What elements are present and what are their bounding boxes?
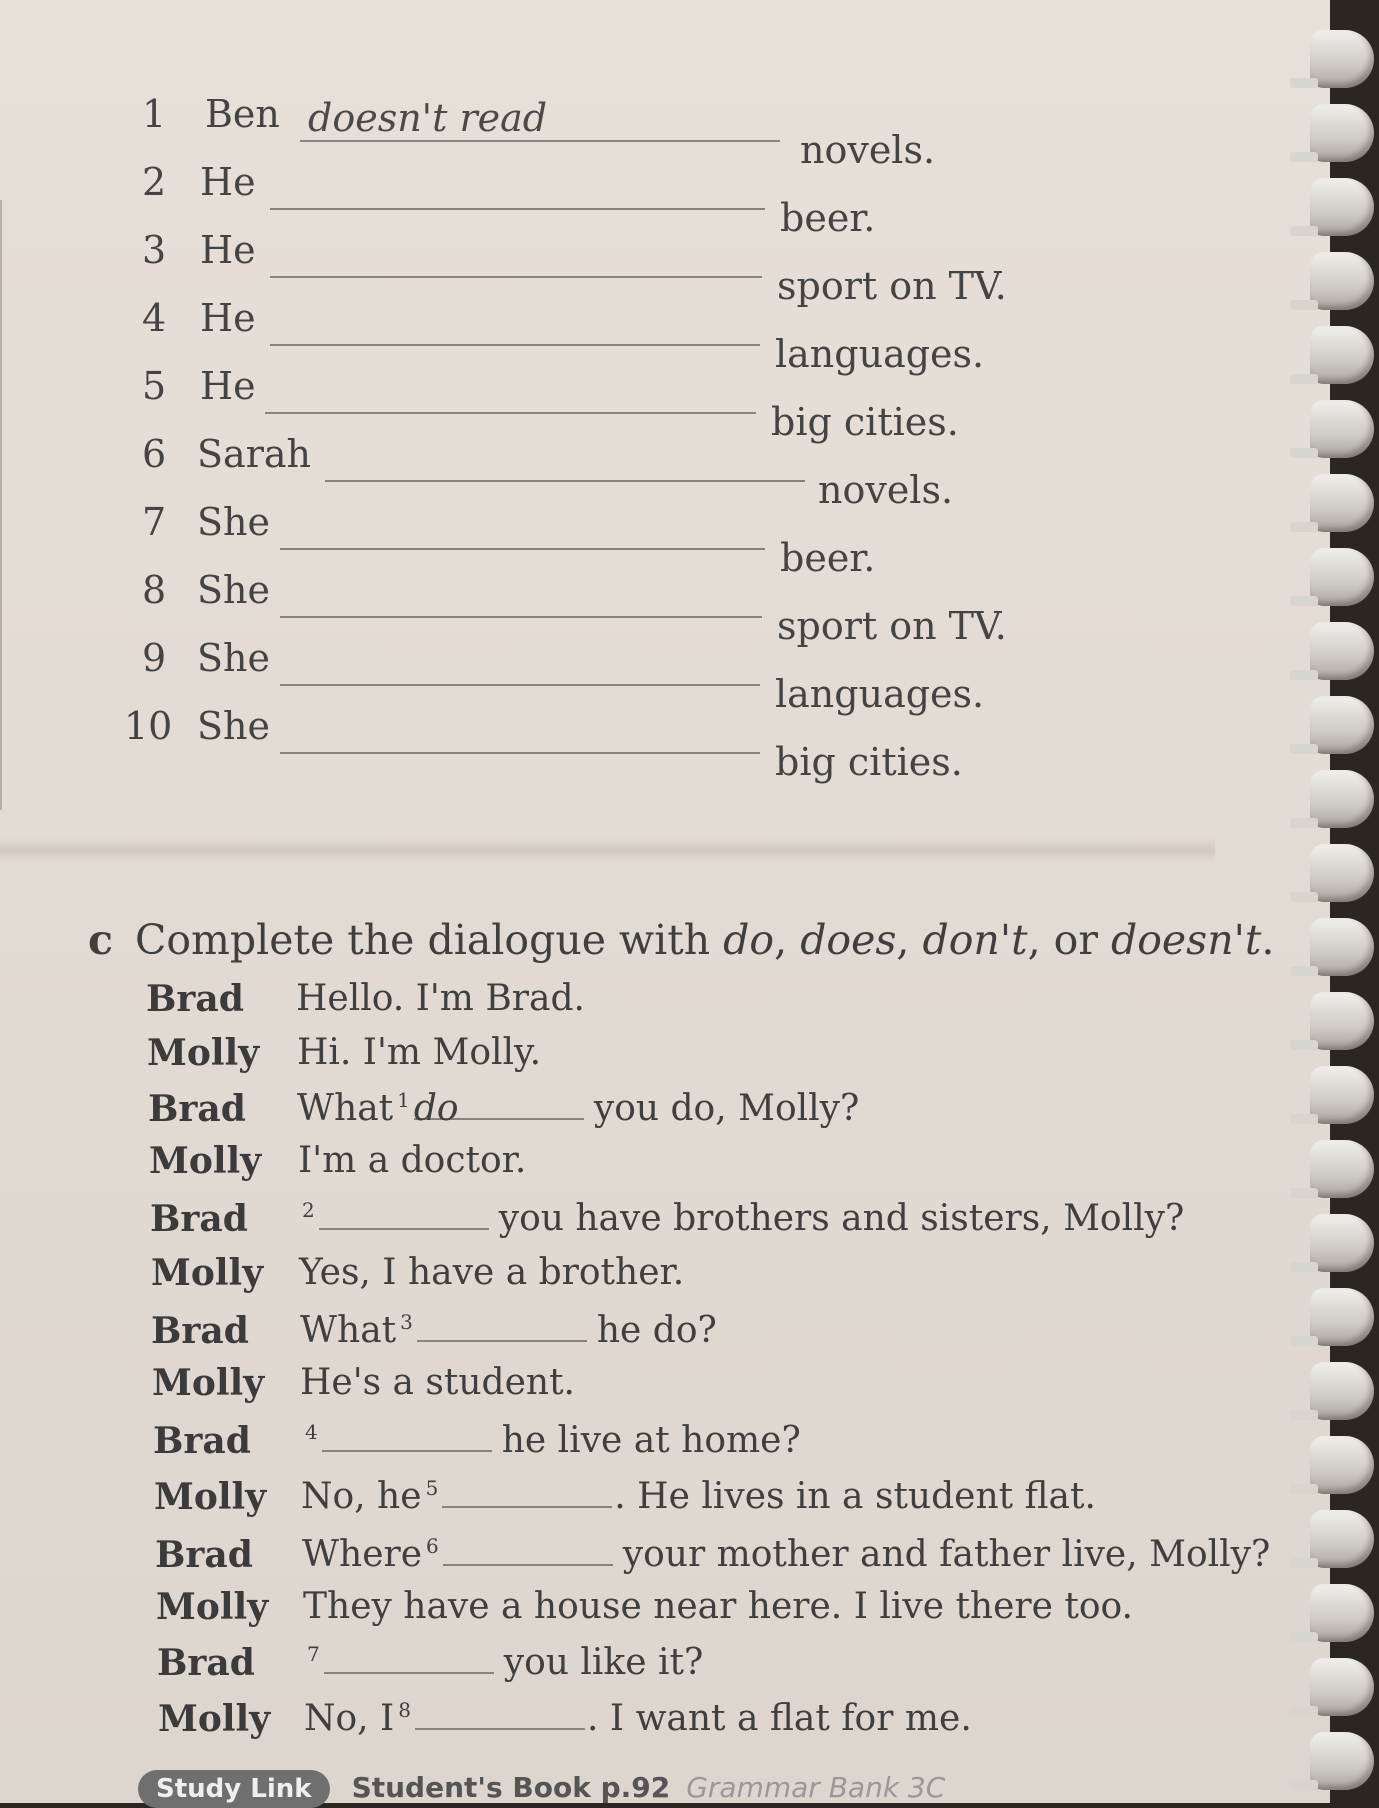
binding-coil [1310,178,1374,236]
study-link-badge: Study Link [138,1770,330,1808]
line-text: I'm a doctor. [298,1140,527,1181]
word-doesnt: doesn't [1110,916,1262,964]
speaker-name: Brad [157,1642,255,1684]
binding-coil [1310,104,1374,162]
speaker-name: Brad [148,1088,246,1130]
item-subject: She [197,704,270,748]
gap-number: 7 [307,1642,320,1666]
binding-coil-tab [1290,374,1318,384]
footer-reference: Student's Book p.92 [351,1771,671,1804]
exercise-row [0,432,1200,512]
binding-coil [1310,1288,1374,1346]
line-text: he do? [596,1310,717,1351]
binding-coil-tab [1290,1336,1318,1346]
exercise-row [0,500,1200,580]
binding-coil [1310,844,1374,902]
binding-coil-tab [1290,1114,1318,1124]
answer-gap[interactable] [415,1698,585,1730]
dialogue-line [298,1140,526,1181]
word-dont: don't [922,916,1028,964]
answer-gap[interactable] [443,1534,613,1566]
exercise-row [0,568,1200,648]
item-object: languages. [775,672,985,716]
speaker-name: Molly [149,1140,262,1182]
item-number: 10 [124,704,173,748]
item-subject: He [200,296,256,340]
item-number: 5 [142,364,167,408]
item-object: big cities. [775,740,963,784]
answer-blank[interactable] [270,310,760,346]
speaker-name: Brad [146,978,244,1020]
speaker-name: Brad [151,1310,249,1352]
exercise-row [0,92,1200,172]
answer-gap[interactable] [324,1642,494,1674]
binding-coil [1310,992,1374,1050]
item-subject: Ben [205,92,280,136]
binding-coil-tab [1290,522,1318,532]
dialogue-line [301,1420,801,1461]
spiral-binding [1290,0,1379,1803]
gap-number: 5 [425,1476,439,1500]
line-text: Where [302,1534,423,1575]
line-text: you do, Molly? [593,1088,860,1129]
answer-gap[interactable] [319,1198,489,1230]
item-object: languages. [775,332,985,376]
line-text: They have a house near here. I live there too. [303,1586,1134,1627]
handwritten-answer: do [413,1088,459,1129]
item-number: 9 [142,636,167,680]
binding-coil-tab [1290,78,1318,88]
binding-coil-tab [1290,1262,1318,1272]
item-object: novels. [818,468,954,512]
item-subject: He [200,364,256,408]
binding-coil [1310,918,1374,976]
item-number: 4 [142,296,167,340]
dialogue-line [302,1534,1270,1575]
gap-number: 1 [397,1088,410,1112]
binding-coil [1310,1584,1374,1642]
dialogue-line [297,1032,541,1073]
answer-gap[interactable] [442,1476,612,1508]
binding-coil-tab [1290,1558,1318,1568]
binding-coil-tab [1290,448,1318,458]
binding-coil-tab [1290,1188,1318,1198]
exercise-row [0,160,1200,240]
binding-coil-tab [1290,1780,1318,1790]
binding-coil [1310,1140,1374,1198]
binding-coil-tab [1290,152,1318,162]
item-object: sport on TV. [777,264,1007,308]
binding-coil-tab [1290,818,1318,828]
binding-coil [1310,622,1374,680]
binding-coil [1310,1214,1374,1272]
binding-coil [1310,548,1374,606]
binding-coil-tab [1290,1410,1318,1420]
gap-number: 4 [305,1420,318,1444]
gap-number: 8 [398,1698,412,1722]
item-subject: He [200,160,256,204]
item-number: 2 [142,160,167,204]
word-do: do [723,916,775,964]
item-object: beer. [780,196,876,240]
gap-number: 6 [426,1534,439,1558]
gap-number: 3 [400,1310,413,1334]
dialogue-line [304,1698,972,1739]
page-footer [138,1770,945,1808]
binding-coil-tab [1290,596,1318,606]
item-subject: She [197,636,270,680]
answer-blank[interactable] [270,242,762,278]
item-subject: She [197,568,270,612]
gap-number: 2 [302,1198,315,1222]
binding-coil [1310,1658,1374,1716]
binding-coil-tab [1290,670,1318,680]
binding-coil [1310,696,1374,754]
binding-coil-tab [1290,1632,1318,1642]
item-object: beer. [780,536,876,580]
answer-gap[interactable] [322,1420,492,1452]
binding-coil [1310,1732,1374,1790]
item-number: 8 [142,568,167,612]
item-number: 6 [142,432,167,476]
line-text: No, he [301,1476,422,1517]
separator: , [896,916,923,964]
speaker-name: Molly [152,1362,265,1404]
footer-grammar-bank: Grammar Bank 3C [686,1771,946,1804]
separator: , [774,916,801,964]
dialogue-line [303,1586,1133,1627]
dialogue-line [303,1642,703,1683]
answer-gap[interactable] [417,1310,587,1342]
exercise-row [0,296,1200,376]
answer-blank[interactable] [280,718,760,754]
line-text: He's a student. [300,1362,575,1403]
dialogue-line [300,1310,717,1351]
exercise-letter: c [88,916,113,964]
binding-coil [1310,30,1374,88]
binding-coil [1310,400,1374,458]
line-text: No, I [304,1698,395,1739]
binding-coil [1310,770,1374,828]
binding-coil-tab [1290,226,1318,236]
binding-coil-tab [1290,300,1318,310]
binding-coil-tab [1290,966,1318,976]
item-number: 3 [142,228,167,272]
answer-gap[interactable] [413,1088,584,1129]
item-object: sport on TV. [777,604,1007,648]
item-number: 7 [142,500,167,544]
exercise-row [0,636,1200,716]
binding-coil [1310,1066,1374,1124]
period: . [1261,916,1275,964]
answer-blank[interactable] [270,174,765,210]
speaker-name: Brad [150,1198,248,1240]
item-object: novels. [800,128,936,172]
answer-blank[interactable] [265,378,756,414]
exercise-row [0,364,1200,444]
exercise-c-heading [88,916,1274,964]
dialogue-line [296,978,585,1019]
item-number: 1 [142,92,167,136]
binding-coil [1310,474,1374,532]
item-subject: He [200,228,256,272]
answer-blank[interactable] [280,514,765,550]
line-text: your mother and father live, Molly? [622,1534,1271,1575]
line-text: you have brothers and sisters, Molly? [498,1198,1185,1239]
dialogue-line [301,1476,1096,1517]
binding-coil-tab [1290,892,1318,902]
item-subject: Sarah [197,432,311,476]
speaker-name: Molly [147,1032,260,1074]
line-text: Hello. I'm Brad. [296,978,585,1019]
binding-coil [1310,252,1374,310]
binding-coil-tab [1290,1484,1318,1494]
line-text: you like it? [503,1642,704,1683]
binding-coil-tab [1290,1706,1318,1716]
binding-coil [1310,1436,1374,1494]
binding-coil [1310,1510,1374,1568]
answer-blank[interactable] [280,650,760,686]
line-text: What [300,1310,397,1351]
speaker-name: Molly [156,1586,269,1628]
instruction-text: Complete the dialogue with [134,916,711,964]
binding-coil [1310,326,1374,384]
binding-coil-tab [1290,744,1318,754]
dialogue-line [298,1198,1184,1239]
dialogue-line [297,1088,859,1129]
binding-coil-tab [1290,1040,1318,1050]
line-text: What [297,1088,394,1129]
handwritten-answer: doesn't read [308,96,548,140]
speaker-name: Molly [154,1476,267,1518]
speaker-name: Molly [158,1698,271,1740]
speaker-name: Brad [153,1420,251,1462]
speaker-name: Molly [151,1252,264,1294]
line-text: . He lives in a student flat. [614,1476,1096,1517]
binding-coil [1310,1362,1374,1420]
speaker-name: Brad [155,1534,253,1576]
answer-blank[interactable] [280,582,762,618]
item-subject: She [197,500,270,544]
item-object: big cities. [771,400,959,444]
exercise-row [0,704,1200,784]
dialogue-line [300,1362,575,1403]
line-text: Hi. I'm Molly. [297,1032,542,1073]
exercise-row [0,228,1200,308]
line-text: . I want a flat for me. [587,1698,972,1739]
separator: , or [1027,916,1111,964]
dialogue-line [299,1252,684,1293]
answer-blank[interactable] [325,446,805,482]
divider-band [0,838,1215,862]
line-text: he live at home? [501,1420,801,1461]
line-text: Yes, I have a brother. [299,1252,685,1293]
word-does: does [800,916,897,964]
